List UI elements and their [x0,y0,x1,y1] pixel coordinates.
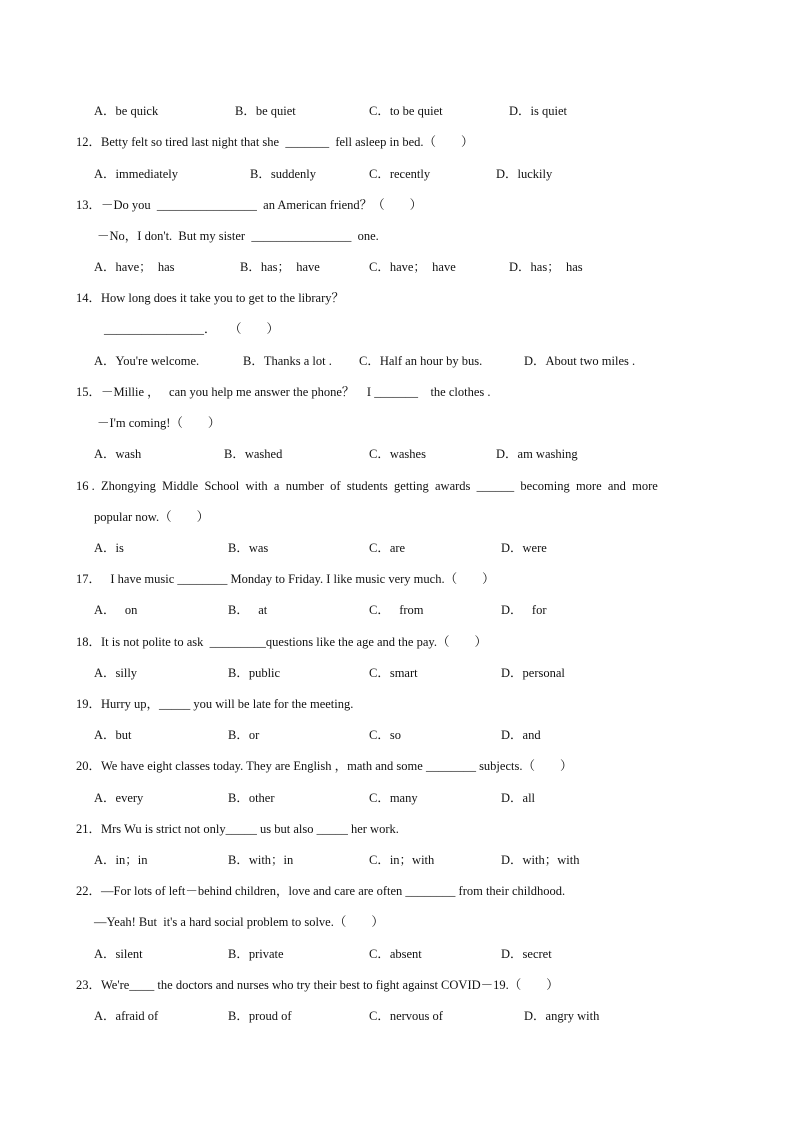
question-text: 20．We have eight classes today. They are English ，math and some ________ subjects.（ ） [76,759,573,773]
option-c: C．many [369,791,418,805]
option-a: A．wash [94,447,142,461]
option-b: B．private [228,947,284,961]
option-d: D．all [501,791,536,805]
question-text-line-2: popular now.（ ） [94,510,210,524]
option-d: D．angry with [524,1009,600,1023]
option-c: C． from [369,603,424,617]
option-a: A．is [94,541,124,555]
option-d: D．is quiet [509,104,567,118]
option-c: C．have； have [369,260,456,274]
option-a: A．silly [94,666,138,680]
option-c: C．absent [369,947,422,961]
option-a: A．silent [94,947,143,961]
question-text: 18．It is not polite to ask _________questions like the age and the pay.（ ） [76,635,487,649]
question-text: 21．Mrs Wu is strict not only_____ us but also _____ her work. [76,822,399,836]
option-c: C．recently [369,167,431,181]
option-b: B．suddenly [250,167,316,181]
question-text: 23．We're____ the doctors and nurses who try their best to fight against COVID－19.（ ） [76,978,559,992]
option-d: D．personal [501,666,565,680]
question-text: 22．—For lots of left－behind children，love and care are often ________ from their childhood. [76,884,566,898]
option-b: B．other [228,791,275,805]
option-b: B．or [228,728,260,742]
option-c: C．are [369,541,406,555]
question-text: 19．Hurry up，_____ you will be late for the meeting. [76,697,354,711]
question-text-line-2: －No，I don't. But my sister ________________ one. [97,229,379,243]
option-a: A．be quick [94,104,159,118]
question-text: 17． I have music ________ Monday to Friday. I like music very much.（ ） [76,572,495,586]
option-d: D．luckily [496,167,553,181]
option-a: A．but [94,728,132,742]
option-a: A．afraid of [94,1009,159,1023]
option-c: C．in；with [369,853,435,867]
option-d: D．secret [501,947,552,961]
option-a: A． on [94,603,138,617]
option-d: D． for [501,603,547,617]
option-d: D．About two miles . [524,354,636,368]
option-d: D．with；with [501,853,580,867]
option-b: B．public [228,666,281,680]
option-b: B．was [228,541,269,555]
option-b: B．proud of [228,1009,292,1023]
option-c: C．smart [369,666,418,680]
question-text-line-2: －I'm coming!（ ） [97,416,221,430]
option-c: C．Half an hour by bus. [359,354,483,368]
option-b: B．be quiet [235,104,296,118]
option-b: B．has； have [240,260,320,274]
option-a: A．You're welcome. [94,354,200,368]
question-text: 16 . Zhongying Middle School with a number of students getting awards ______ becoming more and more [76,479,658,493]
option-a: A．every [94,791,144,805]
option-d: D．has； has [509,260,583,274]
question-text: 15．－Millie ， can you help me answer the phone？ I _______ the clothes . [76,385,491,399]
question-text: 14．How long does it take you to get to the library？ [76,291,345,305]
option-c: C．so [369,728,401,742]
option-c: C．washes [369,447,426,461]
option-d: D．were [501,541,547,555]
question-text-line-2: ________________． （ ） [104,322,280,336]
option-a: A．have； has [94,260,175,274]
question-text: 13．－Do you ________________ an American friend？（ ） [76,198,423,212]
question-text: 12．Betty felt so tired last night that she _______ fell asleep in bed.（ ） [76,135,474,149]
option-d: D．am washing [496,447,578,461]
option-b: B． at [228,603,268,617]
option-b: B．Thanks a lot . [243,354,332,368]
question-text-line-2: —Yeah! But it's a hard social problem to solve.（ ） [94,915,384,929]
option-a: A．immediately [94,167,179,181]
option-b: B．with；in [228,853,294,867]
option-b: B．washed [224,447,283,461]
option-c: C．nervous of [369,1009,443,1023]
option-d: D．and [501,728,541,742]
option-c: C．to be quiet [369,104,443,118]
option-a: A．in；in [94,853,148,867]
